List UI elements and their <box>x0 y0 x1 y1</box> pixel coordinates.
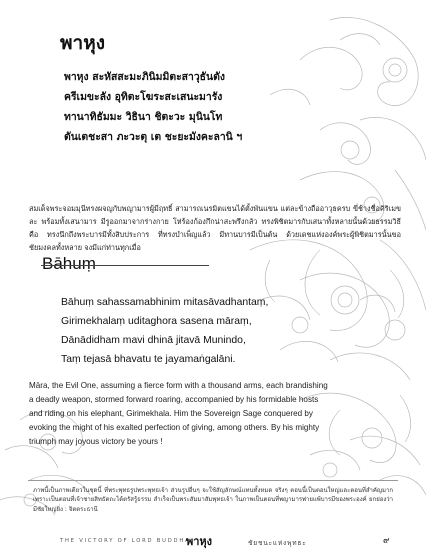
pali-verse-line: Dānādidham mavi dhinā jitavā Munindo, <box>61 335 246 346</box>
english-line: Māra, the Evil One, assuming a fierce form with a thousand arms, each brandishing <box>29 381 328 390</box>
footer-thai-title: พาหุง <box>186 535 213 548</box>
english-translation-paragraph <box>29 379 393 449</box>
thai-translation-paragraph: สมเด็จพระจอมมุนีทรงผจญกับพญามารผู้มีฤทธิ์ สามารถเนรมิตแขนได้ตั้งพันแขน แต่ละข้างถืออาวุธครบ ขี่ช้างชื่อคิริเมขละ พร้อมทั้งเสนามาร มีรูออกมาจากร่างกาย โห่ร้องก้องกึกน่าสะพรึงกลัว ทรงพิชิตมารกับเสนาทั้งหลายนั้นด้วยธรรมวิธี คือ ทรงนึกถึงพระบารมีทั้งสิบประการ ที่ทรงบำเพ็ญแล้ว มีทานบารมีเป็นต้น ด้วยเดชแห่งองค์พระผู้พิชิตมารนั้นขอชัยมงคลทั้งหลาย จงมีแก่ท่านทุกเมื่อ <box>29 204 401 252</box>
note-text: ภาพนี้เป็นภาพเดียวในชุดนี้ ที่พระพุทธรูปพระพุทธเจ้า ส่วนรูปอื่นๆ จะใช้สัญลักษณ์แทนทั้งหมด จริงๆ ตอนนี้เป็นตอนใหญ่และตอนที่สำคัญมาก เพราะเป็นตอนที่เจ้าชายสิทธัตถะได้ตรัสรู้ธรรม สำเร็จเป็นพระสัมมาสัมพุทธเจ้า ในภาพเป็นตอนที่พญามารพ่ายแพ้บารมีของพระองค์ ยกย่องว่ามีชัยใหญ่ยิ่ง : จิตตระธานี <box>33 487 393 513</box>
english-line: triumph may joyous victory be yours ! <box>29 437 163 446</box>
footer-english-title: THE VICTORY OF LORD BUDDHA <box>60 538 191 544</box>
page-number: ๙ <box>383 536 390 546</box>
footer-thai-subtitle: ชัยชนะแห่งพุทธะ <box>248 539 307 547</box>
english-line: evoking the might of his exalted perfection of giving, among others. By his mighty <box>29 423 320 432</box>
pali-verse-line: Taṃ tejasā bhavatu te jayamaṅgalāni. <box>61 354 236 365</box>
thai-verse-block <box>64 67 242 147</box>
thai-verse-line: พาหุง สะหัสสะมะภินิมมิตะสาวุธันตัง <box>64 71 225 83</box>
thai-verse-line: ทานาทิธัมมะ วิธินา ชิตะวะ มุนินโท <box>64 111 223 123</box>
pali-chant-title: Bāhuṃ <box>42 254 96 273</box>
thai-chant-title: พาหุง <box>60 32 105 54</box>
pali-verse-block <box>61 293 268 369</box>
pali-verse-line: Girimekhalaṃ uditaghora sasena māraṃ, <box>61 316 252 327</box>
pali-verse-line: Bāhuṃ sahassamabhinim mitasāvadhantaṃ, <box>61 297 269 308</box>
english-line: and riding on his elephant, Girimekhala. Him the Sovereign Sage conquered by <box>29 409 313 418</box>
section-divider <box>41 265 209 266</box>
thai-verse-line: ครีเมขะลัง อุทิตะโฆระสะเสนะมารัง <box>64 91 223 103</box>
thai-verse-line: ตันเตชะสา ภะวะตุ เต ชะยะมังคะลานิ ฯ <box>64 131 243 143</box>
english-line: a deadly weapon, stormed forward roaring, accompanied by his formidable hosts <box>29 395 319 404</box>
